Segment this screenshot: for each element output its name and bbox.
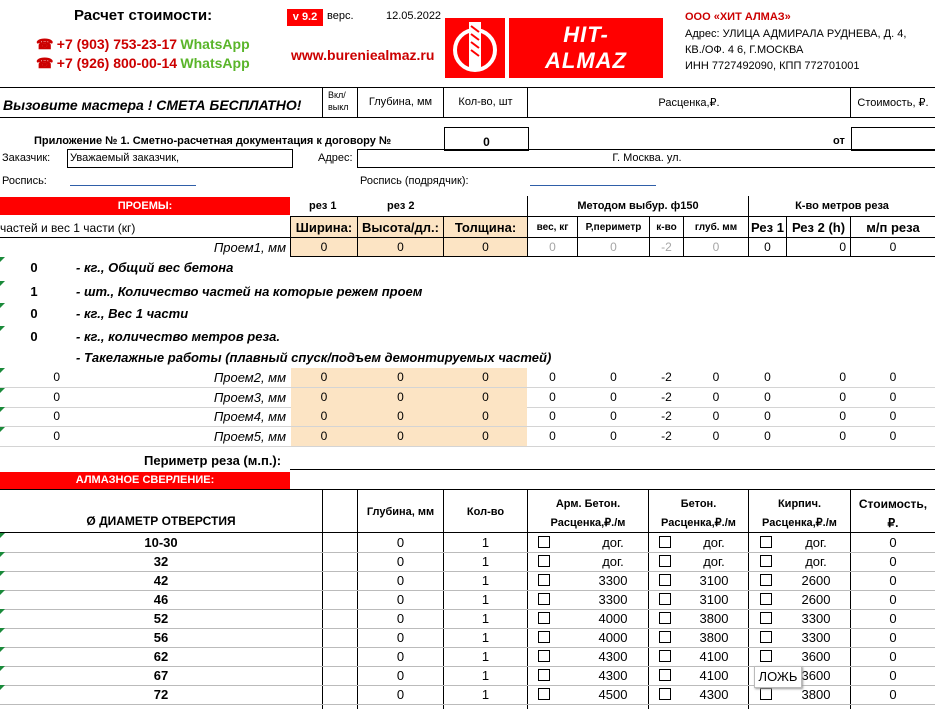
call-master-banner: Вызовите мастера ! СМЕТА БЕСПЛАТНО! bbox=[3, 97, 302, 113]
summary-value: 0 bbox=[30, 260, 38, 275]
material-checkbox[interactable] bbox=[538, 536, 550, 548]
parts-label: частей и вес 1 части (кг) bbox=[0, 221, 136, 235]
material-checkbox[interactable] bbox=[659, 650, 671, 662]
material-checkbox[interactable] bbox=[760, 650, 772, 662]
diameter-value: 56 bbox=[153, 630, 169, 645]
opening-row-depth: 0 bbox=[712, 429, 720, 443]
diameter-value: 46 bbox=[153, 592, 169, 607]
cell-marker bbox=[0, 326, 5, 331]
brick-price-value: 3300 bbox=[801, 630, 831, 645]
thickness-header: Толщина: bbox=[454, 220, 517, 235]
diameter-value: 67 bbox=[153, 668, 169, 683]
summary-text: - кг., количество метров реза. bbox=[76, 329, 280, 344]
perimeter-header: Р,периметр bbox=[585, 222, 642, 233]
opening-row-label: Проем2, мм bbox=[213, 370, 286, 385]
drill-cost-value: 0 bbox=[889, 668, 897, 683]
material-checkbox[interactable] bbox=[659, 555, 671, 567]
logo-text: HIT- ALMAZ bbox=[509, 18, 663, 78]
beton-price-value: 4100 bbox=[699, 649, 729, 664]
diameter-value: 72 bbox=[153, 687, 169, 702]
date-value: 12.05.2022 bbox=[386, 10, 442, 22]
drill-qty-value[interactable]: 1 bbox=[481, 554, 490, 569]
drill-qty-value[interactable]: 1 bbox=[481, 687, 490, 702]
drill-depth-header: Глубина, мм bbox=[366, 506, 435, 518]
arm-price-value: 4000 bbox=[598, 611, 628, 626]
material-checkbox[interactable] bbox=[760, 555, 772, 567]
opening-1-weight: 0 bbox=[549, 240, 556, 254]
cell-marker bbox=[0, 303, 5, 308]
beton-price-value: 3100 bbox=[699, 592, 729, 607]
company-address-2: КВ./ОФ. 4 6, Г.МОСКВА bbox=[685, 44, 804, 56]
qty-header: Кол-во, шт bbox=[458, 96, 513, 108]
arm-price-value: 4300 bbox=[598, 649, 628, 664]
material-checkbox[interactable] bbox=[760, 631, 772, 643]
phone-number-1: +7 (903) 753-23-17 bbox=[56, 36, 178, 52]
drill-depth-value[interactable]: 0 bbox=[396, 592, 405, 607]
opening-row-mp: 0 bbox=[889, 370, 897, 384]
count-header: к-во bbox=[656, 222, 677, 233]
material-checkbox[interactable] bbox=[659, 574, 671, 586]
summary-value: 0 bbox=[30, 306, 38, 321]
material-checkbox[interactable] bbox=[538, 631, 550, 643]
summary-text: - кг., Вес 1 части bbox=[76, 306, 189, 321]
opening-row-rez1: 0 bbox=[764, 429, 771, 443]
brick-price-value: 3600 bbox=[801, 649, 831, 664]
brick-price-value: 2600 bbox=[801, 573, 831, 588]
arm-price-value: 4500 bbox=[598, 687, 628, 702]
brick-price-value: дог. bbox=[805, 554, 827, 569]
drill-cost-value: 0 bbox=[889, 611, 897, 626]
drill-cost-value: 0 bbox=[889, 535, 897, 550]
material-checkbox[interactable] bbox=[760, 612, 772, 624]
beton-price-value: 3800 bbox=[699, 630, 729, 645]
cell-marker bbox=[0, 552, 5, 557]
drill-cost-value: 0 bbox=[889, 573, 897, 588]
opening-1-height[interactable]: 0 bbox=[397, 240, 404, 254]
opening-row-label: Проем4, мм bbox=[213, 409, 286, 424]
cell-marker bbox=[0, 281, 5, 286]
material-checkbox[interactable] bbox=[538, 650, 550, 662]
arm-price-value: дог. bbox=[602, 554, 624, 569]
opening-row-width[interactable]: 0 bbox=[320, 429, 328, 443]
material-checkbox[interactable] bbox=[659, 593, 671, 605]
cell-marker bbox=[0, 685, 5, 690]
phone-icon: ☎ bbox=[36, 55, 54, 71]
drill-cost-value: 0 bbox=[889, 649, 897, 664]
beton-price-value: дог. bbox=[703, 554, 725, 569]
drill-cost-value: 0 bbox=[889, 592, 897, 607]
drill-qty-value[interactable]: 1 bbox=[481, 535, 490, 550]
mp-col-header: м/п реза bbox=[866, 220, 920, 235]
material-checkbox[interactable] bbox=[538, 593, 550, 605]
drill-cost-value: 0 bbox=[889, 630, 897, 645]
weight-header: вес, кг bbox=[536, 222, 569, 233]
cell-marker bbox=[0, 590, 5, 595]
sign-label: Роспись: bbox=[2, 175, 47, 187]
summary-value: 1 bbox=[30, 284, 38, 299]
material-checkbox[interactable] bbox=[659, 631, 671, 643]
arm-price-value: дог. bbox=[602, 535, 624, 550]
material-checkbox[interactable] bbox=[538, 688, 550, 700]
arm-price-value: 3300 bbox=[598, 573, 628, 588]
opening-row-depth: 0 bbox=[712, 409, 720, 423]
company-logo bbox=[445, 18, 663, 78]
brick-price-value: 3600 bbox=[801, 668, 831, 683]
summary-text: - кг., Общий вес бетона bbox=[76, 260, 234, 275]
opening-row-height[interactable]: 0 bbox=[397, 409, 404, 423]
opening-row-rez2: 0 bbox=[839, 390, 846, 404]
opening-row-count: -2 bbox=[661, 370, 672, 384]
beton-header: Бетон. Расценка,₽./м bbox=[661, 498, 736, 529]
opening-1-perimeter: 0 bbox=[610, 240, 617, 254]
phone-line-1[interactable] bbox=[36, 36, 250, 53]
opening-1-thickness[interactable]: 0 bbox=[482, 240, 489, 254]
diameter-value: 62 bbox=[153, 649, 169, 664]
on-off-header: Вкл/ выкл bbox=[328, 90, 349, 112]
beton-price-value: 4100 bbox=[699, 668, 729, 683]
cell-marker bbox=[0, 571, 5, 576]
opening-row-depth: 0 bbox=[712, 370, 720, 384]
drill-qty-value[interactable]: 1 bbox=[481, 630, 490, 645]
opening-row-thickness[interactable]: 0 bbox=[482, 390, 489, 404]
width-header: Ширина: bbox=[295, 220, 353, 235]
sign-line[interactable] bbox=[70, 185, 196, 186]
opening-row-lead: 0 bbox=[53, 429, 60, 443]
drill-bit-icon bbox=[445, 18, 505, 78]
material-checkbox[interactable] bbox=[538, 612, 550, 624]
brick-header: Кирпич. Расценка,₽./м bbox=[762, 498, 837, 529]
cell-marker bbox=[0, 628, 5, 633]
address-field[interactable]: Г. Москва. ул. bbox=[357, 149, 935, 168]
perimeter-label: Периметр реза (м.п.): bbox=[144, 453, 282, 468]
customer-field[interactable]: Уважаемый заказчик, bbox=[67, 149, 293, 168]
cost-header: Стоимость, ₽. bbox=[857, 97, 929, 109]
opening-row-rez1: 0 bbox=[764, 409, 771, 423]
arm-beton-header: Арм. Бетон. Расценка,₽./м bbox=[550, 498, 626, 529]
opening-row-weight: 0 bbox=[549, 409, 556, 423]
from-label: от bbox=[833, 135, 845, 147]
brick-price-value: 2600 bbox=[801, 592, 831, 607]
opening-row-rez1: 0 bbox=[764, 390, 771, 404]
material-checkbox[interactable] bbox=[659, 669, 671, 681]
brick-price-value: 3800 bbox=[801, 687, 831, 702]
opening-row-lead: 0 bbox=[53, 390, 60, 404]
opening-row-width[interactable]: 0 bbox=[320, 409, 328, 423]
opening-row-height[interactable]: 0 bbox=[397, 370, 404, 384]
phone-line-2[interactable] bbox=[36, 55, 250, 72]
phone-number-2: +7 (926) 800-00-14 bbox=[56, 55, 178, 71]
beton-price-value: 4300 bbox=[699, 687, 729, 702]
company-name: ООО «ХИТ АЛМАЗ» bbox=[685, 11, 791, 23]
beton-price-value: дог. bbox=[703, 535, 725, 550]
opening-row-perimeter: 0 bbox=[610, 429, 617, 443]
page-title: Расчет стоимости: bbox=[74, 7, 213, 24]
opening-1-label: Проем1, мм bbox=[213, 240, 286, 255]
cell-marker bbox=[0, 407, 5, 412]
openings-section-header: ПРОЕМЫ: bbox=[0, 197, 290, 215]
opening-row-lead: 0 bbox=[53, 409, 60, 423]
opening-row-thickness[interactable]: 0 bbox=[482, 409, 489, 423]
arm-price-value: 4000 bbox=[598, 630, 628, 645]
material-checkbox[interactable] bbox=[760, 574, 772, 586]
opening-1-rez2: 0 bbox=[839, 240, 846, 254]
opening-row-weight: 0 bbox=[549, 370, 556, 384]
beton-price-value: 3100 bbox=[699, 573, 729, 588]
rez1-col-header: Рез 1 bbox=[751, 220, 784, 235]
diameter-value: 10-30 bbox=[144, 535, 178, 550]
material-checkbox[interactable] bbox=[760, 688, 772, 700]
version-label: верс. bbox=[327, 10, 354, 22]
opening-1-width[interactable]: 0 bbox=[320, 240, 328, 254]
opening-row-count: -2 bbox=[661, 409, 672, 423]
drill-qty-value[interactable]: 1 bbox=[481, 592, 490, 607]
site-link[interactable]: www.bureniealmaz.ru bbox=[291, 47, 435, 63]
drill-depth-value[interactable]: 0 bbox=[396, 554, 405, 569]
arm-price-value: 4300 bbox=[598, 668, 628, 683]
depth-mm-header: глуб. мм bbox=[694, 222, 738, 233]
contractor-sign-label: Роспись (подрядчик): bbox=[360, 175, 469, 187]
diameter-header: Ø ДИАМЕТР ОТВЕРСТИЯ bbox=[86, 514, 236, 528]
price-header: Расценка,₽. bbox=[658, 97, 720, 109]
diameter-value: 42 bbox=[153, 573, 169, 588]
height-header: Высота/дл.: bbox=[362, 220, 439, 235]
opening-1-mp: 0 bbox=[889, 240, 897, 254]
summary-text: - Такелажные работы (плавный спуск/подъем демонтируемых частей) bbox=[76, 350, 552, 365]
opening-row-perimeter: 0 bbox=[610, 370, 617, 384]
appendix-label: Приложение № 1. Сметно-расчетная документация к договору № bbox=[34, 135, 392, 147]
opening-row-width[interactable]: 0 bbox=[320, 370, 328, 384]
cell-marker bbox=[0, 388, 5, 393]
opening-row-thickness[interactable]: 0 bbox=[482, 429, 489, 443]
drill-qty-value[interactable]: 1 bbox=[481, 611, 490, 626]
cut-meters-header: К-во метров реза bbox=[795, 200, 889, 212]
material-checkbox[interactable] bbox=[659, 688, 671, 700]
opening-row-perimeter: 0 bbox=[610, 390, 617, 404]
summary-text: - шт., Количество частей на которые режем проем bbox=[76, 284, 423, 299]
drill-cost-value: 0 bbox=[889, 687, 897, 702]
drill-cost-header: Стоимость, ₽. bbox=[858, 497, 928, 530]
opening-row-label: Проем3, мм bbox=[213, 390, 286, 405]
company-inn: ИНН 7727492090, КПП 772701001 bbox=[685, 60, 860, 72]
material-checkbox[interactable] bbox=[760, 593, 772, 605]
cell-marker bbox=[0, 533, 5, 538]
diameter-value: 32 bbox=[153, 554, 169, 569]
material-checkbox[interactable] bbox=[538, 669, 550, 681]
depth-header: Глубина, мм bbox=[368, 96, 433, 108]
opening-row-weight: 0 bbox=[549, 429, 556, 443]
contract-date-field[interactable] bbox=[851, 127, 935, 151]
contractor-sign-line[interactable] bbox=[530, 185, 656, 186]
summary-value: 0 bbox=[30, 329, 38, 344]
brick-price-value: 3300 bbox=[801, 611, 831, 626]
tooltip: ЛОЖЬ bbox=[754, 666, 802, 688]
phone-icon: ☎ bbox=[36, 36, 54, 52]
drill-qty-value[interactable]: 1 bbox=[481, 668, 490, 683]
opening-row-thickness[interactable]: 0 bbox=[482, 370, 489, 384]
material-checkbox[interactable] bbox=[659, 536, 671, 548]
opening-1-rez1: 0 bbox=[764, 240, 771, 254]
opening-row-weight: 0 bbox=[549, 390, 556, 404]
opening-row-rez2: 0 bbox=[839, 429, 846, 443]
brick-price-value: дог. bbox=[805, 535, 827, 550]
drill-qty-value[interactable]: 1 bbox=[481, 649, 490, 664]
material-checkbox[interactable] bbox=[538, 574, 550, 586]
rez2-header: рез 2 bbox=[387, 200, 415, 212]
opening-1-depth: 0 bbox=[712, 240, 720, 254]
opening-row-mp: 0 bbox=[889, 409, 897, 423]
opening-row-mp: 0 bbox=[889, 390, 897, 404]
cell-marker bbox=[0, 368, 5, 373]
material-checkbox[interactable] bbox=[538, 555, 550, 567]
opening-row-height[interactable]: 0 bbox=[397, 429, 404, 443]
opening-row-width[interactable]: 0 bbox=[320, 390, 328, 404]
drilling-section-header: АЛМАЗНОЕ СВЕРЛЕНИЕ: bbox=[0, 472, 290, 489]
opening-row-rez2: 0 bbox=[839, 370, 846, 384]
cell-marker bbox=[0, 609, 5, 614]
whatsapp-label-1: WhatsApp bbox=[180, 36, 250, 52]
drill-depth-value[interactable]: 0 bbox=[396, 630, 405, 645]
cell-marker bbox=[0, 647, 5, 652]
beton-price-value: 3800 bbox=[699, 611, 729, 626]
drill-depth-value[interactable]: 0 bbox=[396, 687, 405, 702]
drill-cost-value: 0 bbox=[889, 554, 897, 569]
drill-qty-header: Кол-во bbox=[466, 506, 505, 518]
address-label: Адрес: bbox=[318, 152, 353, 164]
drill-depth-value[interactable]: 0 bbox=[396, 668, 405, 683]
opening-row-label: Проем5, мм bbox=[213, 429, 286, 444]
drill-depth-value[interactable]: 0 bbox=[396, 573, 405, 588]
opening-row-depth: 0 bbox=[712, 390, 720, 404]
drill-qty-value[interactable]: 1 bbox=[481, 573, 490, 588]
opening-row-mp: 0 bbox=[889, 429, 897, 443]
drill-depth-value[interactable]: 0 bbox=[396, 649, 405, 664]
material-checkbox[interactable] bbox=[659, 612, 671, 624]
opening-row-count: -2 bbox=[661, 390, 672, 404]
arm-price-value: 3300 bbox=[598, 592, 628, 607]
method-header: Методом выбур. ф150 bbox=[577, 200, 699, 212]
opening-row-count: -2 bbox=[661, 429, 672, 443]
opening-row-height[interactable]: 0 bbox=[397, 390, 404, 404]
opening-row-rez2: 0 bbox=[839, 409, 846, 423]
cell-marker bbox=[0, 257, 5, 262]
company-address-1: Адрес: УЛИЦА АДМИРАЛА РУДНЕВА, Д. 4, bbox=[685, 28, 907, 40]
drill-depth-value[interactable]: 0 bbox=[396, 535, 405, 550]
material-checkbox[interactable] bbox=[760, 536, 772, 548]
cell-marker bbox=[0, 666, 5, 671]
drill-depth-value[interactable]: 0 bbox=[396, 611, 405, 626]
opening-1-count: -2 bbox=[661, 240, 672, 254]
customer-label: Заказчик: bbox=[2, 152, 51, 164]
rez1-header: рез 1 bbox=[309, 200, 337, 212]
cell-marker bbox=[0, 427, 5, 432]
rez2-col-header: Рез 2 (h) bbox=[791, 220, 846, 235]
opening-row-perimeter: 0 bbox=[610, 409, 617, 423]
opening-row-rez1: 0 bbox=[764, 370, 771, 384]
version-badge: v 9.2 bbox=[287, 9, 323, 26]
diameter-value: 52 bbox=[153, 611, 169, 626]
contract-number[interactable]: 0 bbox=[444, 127, 529, 151]
whatsapp-label-2: WhatsApp bbox=[180, 55, 250, 71]
opening-row-lead: 0 bbox=[53, 370, 60, 384]
